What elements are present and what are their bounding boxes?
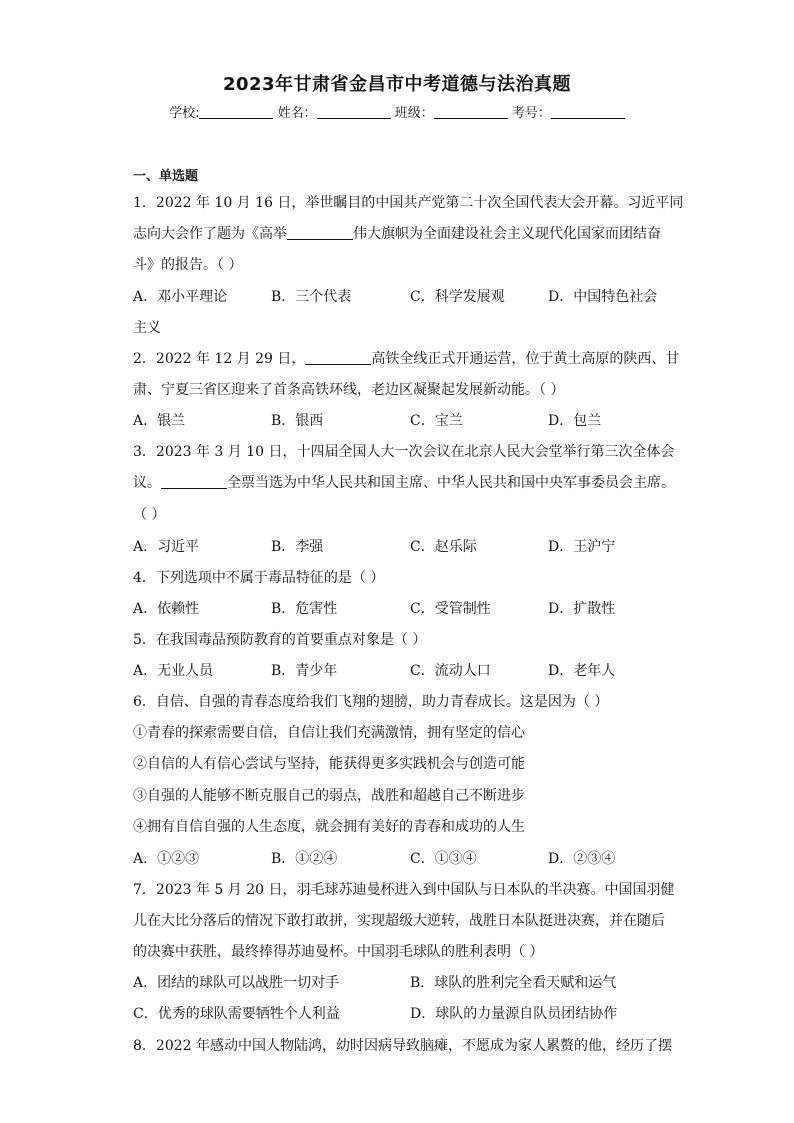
q6-option-d[interactable]: D．②③④ xyxy=(548,851,616,867)
q3-option-b[interactable]: B．李强 xyxy=(271,539,324,555)
q3-line-2 xyxy=(133,472,675,492)
class-blank[interactable] xyxy=(434,104,508,119)
q6-line-1: 6．自信、自强的青春态度给我们飞翔的翅膀，助力青春成长。这是因为（ ） xyxy=(133,694,609,710)
q3-line-2b: 全票当选为中华人民共和国主席、中华人民共和国中央军事委员会主席。 xyxy=(227,475,675,491)
q2-option-b[interactable]: B．银西 xyxy=(271,413,324,429)
q5-option-d[interactable]: D．老年人 xyxy=(548,663,616,679)
q6-option-b[interactable]: B．①②④ xyxy=(271,851,338,867)
q7-line-1: 7．2023 年 5 月 20 日，羽毛球苏迪曼杯进入到中国队与日本队的半决赛。中国国羽健 xyxy=(133,882,675,898)
q3-line-2a: 议。 xyxy=(133,475,161,491)
q1-option-c[interactable]: C．科学发展观 xyxy=(410,289,505,305)
q2-line-2: 肃、宁夏三省区迎来了首条高铁环线，老边区凝聚起发展新动能。（ ） xyxy=(133,382,565,398)
q1-option-b[interactable]: B．三个代表 xyxy=(271,289,352,305)
q6-statement-1: ①青春的探索需要自信，自信让我们充满激情，拥有坚定的信心 xyxy=(133,725,525,741)
q1-option-d-continued: 主义 xyxy=(133,320,161,336)
q2-option-a[interactable]: A．银兰 xyxy=(133,413,186,429)
q4-option-d[interactable]: D．扩散性 xyxy=(548,601,616,617)
school-blank[interactable] xyxy=(199,104,273,119)
q7-option-b[interactable]: B．球队的胜利完全看天赋和运气 xyxy=(410,975,617,991)
q2-option-d[interactable]: D．包兰 xyxy=(548,413,602,429)
class-label: 班级： xyxy=(394,106,434,121)
q6-statement-4: ④拥有自信自强的人生态度，就会拥有美好的青春和成功的人生 xyxy=(133,819,525,835)
section-heading: 一、单选题 xyxy=(133,169,199,184)
student-info-line xyxy=(0,102,794,121)
q6-statement-2: ②自信的人有信心尝试与坚持，能获得更多实践机会与创造可能 xyxy=(133,756,525,772)
q4-option-b[interactable]: B．危害性 xyxy=(271,601,338,617)
number-label: 考号： xyxy=(511,106,551,121)
q1-line-2 xyxy=(133,223,661,243)
q8-line-1: 8．2022 年感动中国人物陆鸿，幼时因病导致脑瘫，不愿成为家人累赘的他，经历了摆 xyxy=(133,1038,672,1054)
q5-option-a[interactable]: A．无业人员 xyxy=(133,663,214,679)
q5-option-c[interactable]: C．流动人口 xyxy=(410,663,491,679)
q3-option-c[interactable]: C．赵乐际 xyxy=(410,539,477,555)
q3-option-a[interactable]: A．习近平 xyxy=(133,539,200,555)
q2-blank xyxy=(305,350,371,365)
q7-option-c[interactable]: C．优秀的球队需要牺牲个人利益 xyxy=(133,1006,340,1022)
q1-line-2a: 志向大会作了题为《高举 xyxy=(133,226,287,242)
q1-option-a[interactable]: A．邓小平理论 xyxy=(133,289,228,305)
q3-option-d[interactable]: D．王沪宁 xyxy=(548,539,616,555)
page-title: 2023年甘肃省金昌市中考道德与法治真题 xyxy=(222,74,572,95)
q7-option-a[interactable]: A．团结的球队可以战胜一切对手 xyxy=(133,975,340,991)
q2-option-c[interactable]: C．宝兰 xyxy=(410,413,463,429)
q3-blank xyxy=(161,474,227,489)
name-label: 姓名： xyxy=(277,106,317,121)
q2-line-1a: 2．2022 年 12 月 29 日， xyxy=(133,351,306,367)
q6-option-c[interactable]: C．①③④ xyxy=(410,851,477,867)
school-label: 学校: xyxy=(169,106,200,121)
q6-option-a[interactable]: A．①②③ xyxy=(133,851,200,867)
q3-line-1: 3．2023 年 3 月 10 日，十四届全国人大一次会议在北京人民大会堂举行第三次全体会 xyxy=(133,444,675,460)
q2-line-1 xyxy=(133,348,679,368)
q7-option-d[interactable]: D．球队的力量源自队员团结协作 xyxy=(410,1006,618,1022)
name-blank[interactable] xyxy=(317,104,391,119)
q2-line-1b: 高铁全线正式开通运营，位于黄土高原的陕西、甘 xyxy=(371,351,680,367)
q4-line-1: 4．下列选项中不属于毒品特征的是（ ） xyxy=(133,570,385,586)
q1-line-1: 1．2022 年 10 月 16 日，举世瞩目的中国共产党第二十次全国代表大会开幕。习近平同 xyxy=(133,195,684,211)
q5-option-b[interactable]: B．青少年 xyxy=(271,663,338,679)
q4-option-a[interactable]: A．依赖性 xyxy=(133,601,200,617)
q7-line-2: 儿在大比分落后的情况下敢打敢拼，实现超级大逆转，战胜日本队挺进决赛，并在随后 xyxy=(133,913,665,929)
q4-option-c[interactable]: C．受管制性 xyxy=(410,601,491,617)
q7-line-3: 的决赛中获胜，最终捧得苏迪曼杯。中国羽毛球队的胜利表明（ ） xyxy=(133,944,544,960)
q1-blank xyxy=(287,225,353,240)
q3-line-3: （ ） xyxy=(133,507,166,523)
number-blank[interactable] xyxy=(551,104,625,119)
q1-line-3: 斗》的报告。（ ） xyxy=(133,257,243,273)
q6-statement-3: ③自强的人能够不断克服自己的弱点，战胜和超越自己不断进步 xyxy=(133,788,525,804)
q5-line-1: 5．在我国毒品预防教育的首要重点对象是（ ） xyxy=(133,632,427,648)
q1-line-2b: 伟大旗帜为全面建设社会主义现代化国家而团结奋 xyxy=(353,226,661,242)
q1-option-d[interactable]: D．中国特色社会 xyxy=(548,289,658,305)
